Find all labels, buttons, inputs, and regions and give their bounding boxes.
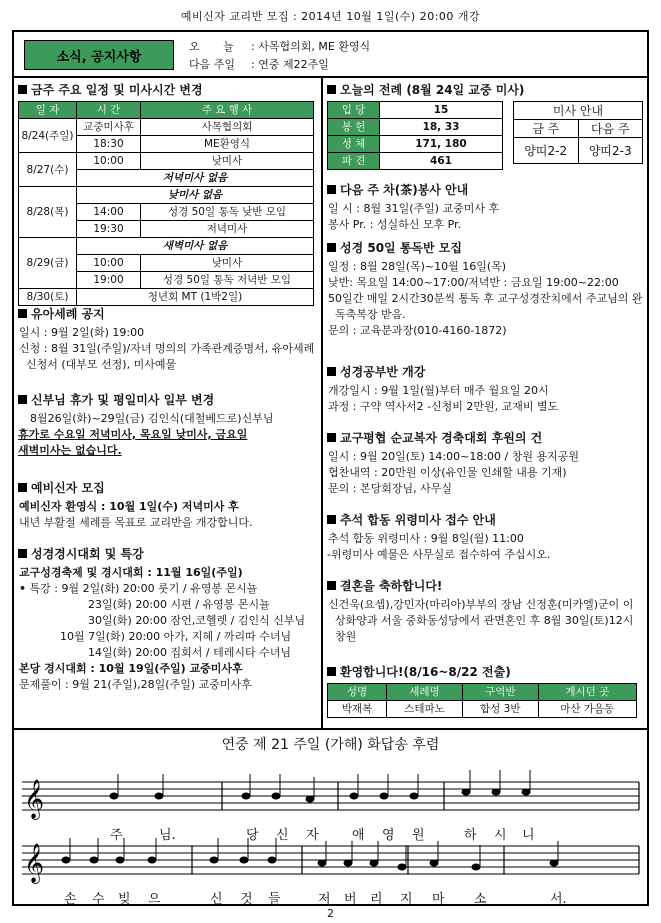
schedule-table: 일 자 시 간 주 요 행 사 8/24(주일) 교중미사후 사목협의회 18:30 ME환영식 8/27(수) 10:00 낮미사 저녁미사 없음 8/28(목) 낮미사 없음 14:00 성경 50일 통독 낮반 모임 19:30 저녁미사 8/29(금) 새벽미사 없음 10:00 낮미사 19:00 성경 50일 통독 저녁반 모임 8/30(토) 청년회 MT (1박2일) xyxy=(18,101,314,306)
song-title: 연중 제 21 주일 (가해) 화답송 후렴 xyxy=(221,737,440,753)
lyric-syllable: 신 xyxy=(276,828,289,843)
note xyxy=(268,857,277,864)
lyric-syllable: 영 xyxy=(382,828,395,843)
note xyxy=(90,857,99,864)
priest-leave-section: 신부님 휴가 및 평일미사 일부 변경 8월26일(화)~29일(금) 김인식(대철베드로)신부님 휴가로 수요일 저녁미사, 목요일 낮미사, 금요일 새벽미사는 없습니다. xyxy=(18,393,274,457)
note xyxy=(350,793,359,800)
lyric-syllable: 빚 xyxy=(118,892,131,907)
lyric-syllable: 것 xyxy=(240,892,253,907)
lyric-syllable: 마 xyxy=(432,892,445,907)
treble-clef-icon: 𝄞 xyxy=(24,843,45,883)
memorial-mass-section: 추석 합동 위령미사 접수 안내 추석 합동 위령미사 : 9월 8일(월) 11:00 -위령미사 예물은 사무실로 접수하여 주십시오. xyxy=(327,513,551,561)
recruitment-banner: 예비신자 교리반 모집 : 2014년 10월 1일(수) 20:00 개강 xyxy=(180,10,481,23)
hymn-table: 입 당 15 봉 헌 18, 33 성 체 171, 180 파 견 461 xyxy=(327,101,503,170)
infant-baptism-section: 유아세례 공지 일시 : 9월 2일(화) 19:00 신청 : 8월 31일(주일)/자녀 명의의 가족관계증명서, 유아세례 신청서 (대부모 선정), 미사예물 xyxy=(19,307,315,371)
news-title: 소식, 공지사항 xyxy=(24,40,174,70)
lyric-syllable: 서. xyxy=(550,892,567,907)
today-line: 오 늘 : 사목협의회, ME 환영식 xyxy=(189,40,371,53)
note xyxy=(370,860,379,867)
lyric-syllable: 시 xyxy=(494,828,507,843)
note xyxy=(550,860,559,867)
note xyxy=(110,793,119,800)
bible-study-section: 성경공부반 개강 개강일시 : 9월 1일(월)부터 매주 월요일 20시 과정 : 구약 역사서2 -신청비 2만원, 교재비 별도 xyxy=(328,365,559,413)
schedule-section: 금주 주요 일정 및 미사시간 변경 일 자 시 간 주 요 행 사 8/24(주일) 교중미사후 사목협의회 18:30 ME환영식 8/27(수) 10:00 낮미사 저녁미사 없음 8/28(목) 낮미사 없음 14:00 성경 50일 통독 낮반 모임 19:30 저녁미사 8/29(금) 새벽미사 없음 10:00 낮미사 19:00 성경 50일 통독 저녁반 모임 8/30(토) 청년회 MT (1박2일) xyxy=(18,82,316,306)
lyric-syllable: 수 xyxy=(92,892,105,907)
lyric-syllable: 애 xyxy=(352,828,365,843)
note xyxy=(430,860,439,867)
note xyxy=(472,864,481,871)
note xyxy=(462,789,471,796)
lyric-syllable: 하 xyxy=(464,828,477,843)
lyric-syllable: 신 xyxy=(210,892,223,907)
note xyxy=(492,789,501,796)
note xyxy=(380,793,389,800)
note xyxy=(242,793,251,800)
lyric-syllable: 으 xyxy=(148,892,161,907)
bible50-section: 성경 50일 통독반 모집 일정 : 8월 28일(목)~10월 16일(목) 낮반: 목요일 14:00~17:00/저녁반 : 금요일 19:00~22:00 50일간 매일 2시간30분씩 통독 후 교구성경잔치에서 주교님의 완독축복장 받음. 문의 : 교육분과장(010-4160-1872) xyxy=(328,241,643,337)
martyr-section: 교구평협 순교복자 경축대회 후원의 건 일시 : 9월 20일(토) 14:00~18:00 / 창원 용지공원 협찬내역 : 20만원 이상(유인물 인쇄할 내용 기재) 문의 : 본당회장님, 사무실 xyxy=(328,431,579,495)
lyric-syllable: 님. xyxy=(159,828,176,843)
liturgy-section: 오늘의 전례 (8월 24일 교중 미사) 입 당 15 봉 헌 18, 33 성 체 171, 180 파 견 461 미사 안내 금 주 다음 주 양띠2-2 양띠2-3 xyxy=(327,82,643,170)
welcome-section: 환영합니다!(8/16~8/22 전출) 성명 세례명 구역반 계시던 곳 박재복 스테파노 합성 3반 마산 가음동 xyxy=(327,664,643,718)
bible-quiz-section: 성경경시대회 및 특강 교구성경축제 및 경시대회 : 11월 16일(주일) • 특강 : 9월 2일(화) 20:00 룻기 / 유영봉 몬시뇰 23일(화) 20:00 시편 / 유영봉 몬시뇰 30일(화) 20:00 잠언,코헬렛 / 김인식 신부님 10월 7일(화) 20:00 아가, 지혜 / 까리따 수녀님 14일(화) 20:00 집회서 / 테레시타 수녀님 본당 경시대회 : 10월 19일(주일) 교중미사후 문제풀이 : 9월 21(주일),28일(주일) 교중미사후 xyxy=(19,547,306,691)
lyrics-line-1 xyxy=(14,824,647,843)
lyric-syllable: 들 xyxy=(268,892,281,907)
lyric-syllable: 손 xyxy=(64,892,77,907)
note xyxy=(306,796,315,803)
note xyxy=(318,860,327,867)
bulletin-page xyxy=(12,30,649,906)
note xyxy=(116,857,125,864)
column-divider xyxy=(321,78,323,728)
lyric-syllable: 소 xyxy=(474,892,487,907)
treble-clef-icon: 𝄞 xyxy=(24,779,45,819)
lyrics-line-2 xyxy=(14,888,647,907)
welcome-table: 성명 세례명 구역반 계시던 곳 박재복 스테파노 합성 3반 마산 가음동 xyxy=(327,683,637,718)
note xyxy=(522,789,531,796)
wedding-section: 결혼을 축하합니다! 신건욱(요셉),강민자(마리아)부부의 장남 신정훈(미카엘)군이 이상화양과 서울 중화동성당에서 관면혼인 후 8월 30일(토)12시 창원 xyxy=(328,579,634,643)
note xyxy=(155,793,164,800)
mass-guide-table: 미사 안내 금 주 다음 주 양띠2-2 양띠2-3 xyxy=(513,101,643,164)
lyric-syllable: 버 xyxy=(344,892,357,907)
lyric-syllable: 주 xyxy=(110,828,123,843)
lyric-syllable: 자 xyxy=(306,828,319,843)
note xyxy=(148,857,157,864)
page-number: 2 xyxy=(327,907,334,920)
note xyxy=(410,793,419,800)
lyric-syllable: 당 xyxy=(246,828,259,843)
note xyxy=(272,793,281,800)
lyric-syllable: 저 xyxy=(318,892,331,907)
note xyxy=(344,860,353,867)
tea-section: 다음 주 차(茶)봉사 안내 일 시 : 8월 31일(주일) 교중미사 후 봉사 Pr. : 성실하신 모후 Pr. xyxy=(328,183,500,231)
note xyxy=(398,864,407,871)
lyric-syllable: 니 xyxy=(522,828,535,843)
note xyxy=(240,857,249,864)
psalm-score xyxy=(14,728,647,906)
lyric-syllable: 지 xyxy=(400,892,413,907)
next-sunday-line: 다음 주일 : 연중 제22주일 xyxy=(189,58,329,71)
note xyxy=(62,857,71,864)
note xyxy=(210,857,219,864)
header xyxy=(14,32,647,78)
catechumen-section: 예비신자 모집 예비신자 환영식 : 10월 1일(수) 저녁미사 후 내년 부활절 세례를 목표로 교리반을 개강합니다. xyxy=(19,481,253,529)
lyric-syllable: 원 xyxy=(412,828,425,843)
lyric-syllable: 리 xyxy=(370,892,383,907)
